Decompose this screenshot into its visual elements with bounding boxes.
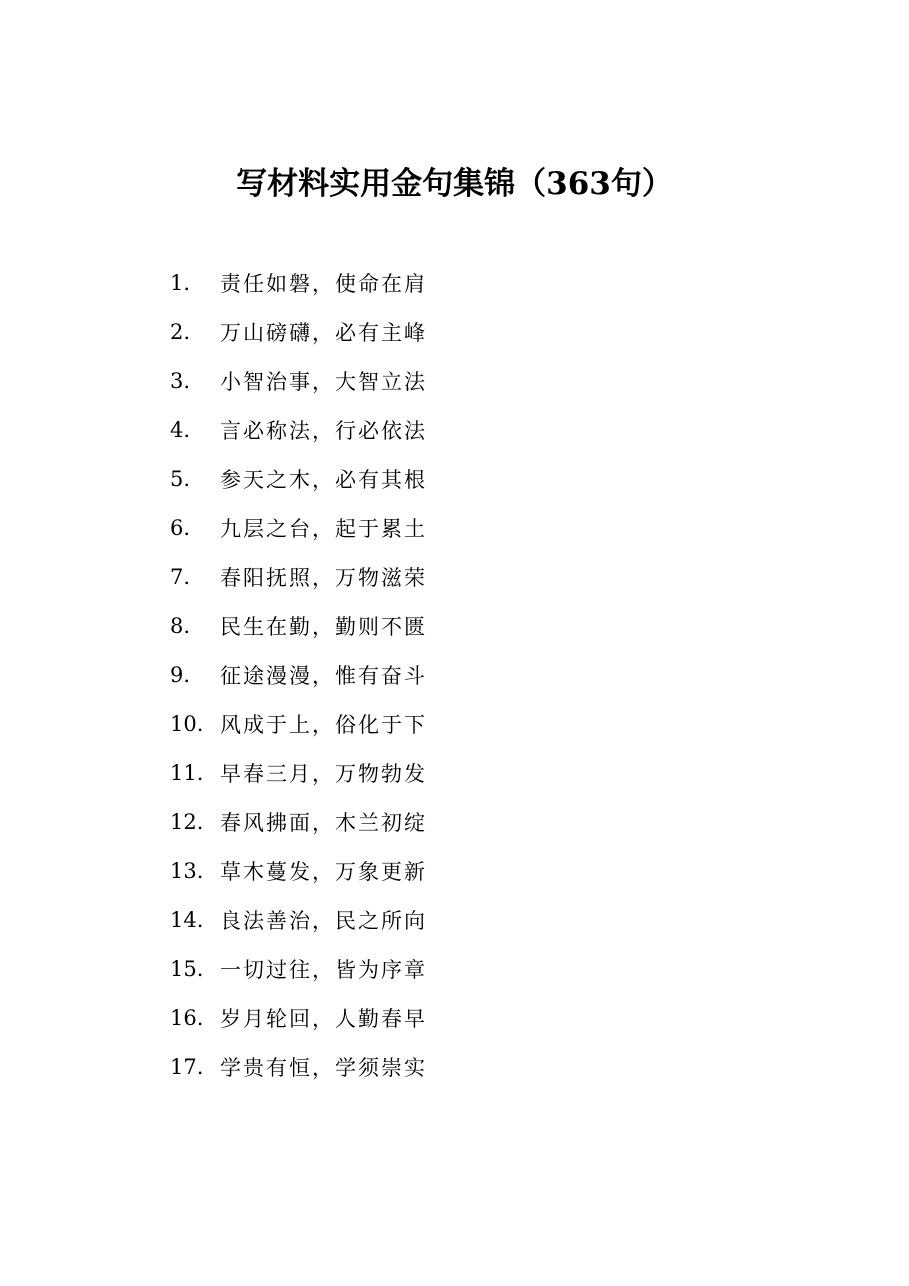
- list-item: [170, 944, 427, 993]
- list-item-number: 16.: [170, 1005, 204, 1030]
- list-item-text: 春风拂面，木兰初绽: [220, 810, 427, 835]
- list-item: [170, 307, 427, 356]
- list-item-text: 小智治事，大智立法: [220, 369, 427, 394]
- list-item-number: 10.: [170, 711, 204, 736]
- list-item-number: 7.: [170, 564, 191, 589]
- list-item: [170, 1042, 427, 1091]
- list-item: [170, 748, 427, 797]
- list-item-number: 3.: [170, 368, 191, 393]
- list-item-text: 参天之木，必有其根: [220, 467, 427, 492]
- list-item-number: 6.: [170, 515, 191, 540]
- list-item: [170, 601, 427, 650]
- list-item-text: 民生在勤，勤则不匮: [220, 614, 427, 639]
- list-item-text: 早春三月，万物勃发: [220, 761, 427, 786]
- list-item-number: 14.: [170, 907, 204, 932]
- list-item: [170, 552, 427, 601]
- list-item: [170, 356, 427, 405]
- list-item-number: 4.: [170, 417, 191, 442]
- list-item: [170, 503, 427, 552]
- list-item-text: 岁月轮回，人勤春早: [220, 1006, 427, 1031]
- list-item-text: 草木蔓发，万象更新: [220, 859, 427, 884]
- list-item: [170, 895, 427, 944]
- list-item-number: 2.: [170, 319, 191, 344]
- list-item-number: 9.: [170, 662, 191, 687]
- list-item: [170, 993, 427, 1042]
- list-item-number: 13.: [170, 858, 204, 883]
- list-item-number: 17.: [170, 1054, 204, 1079]
- list-item-text: 春阳抚照，万物滋荣: [220, 565, 427, 590]
- list-item-text: 言必称法，行必依法: [220, 418, 427, 443]
- list-item-text: 征途漫漫，惟有奋斗: [220, 663, 427, 688]
- list-item-text: 责任如磐，使命在肩: [220, 271, 427, 296]
- list-item-number: 1.: [170, 270, 191, 295]
- list-item: [170, 650, 427, 699]
- list-item-number: 8.: [170, 613, 191, 638]
- list-item-text: 万山磅礴，必有主峰: [220, 320, 427, 345]
- list-item-number: 12.: [170, 809, 204, 834]
- list-item-text: 九层之台，起于累土: [220, 516, 427, 541]
- list-item-number: 5.: [170, 466, 191, 491]
- list-item: [170, 797, 427, 846]
- list-item-text: 风成于上，俗化于下: [220, 712, 427, 737]
- list-item-number: 11.: [170, 760, 204, 785]
- quote-list: [170, 258, 427, 1091]
- list-item-text: 一切过往，皆为序章: [220, 957, 427, 982]
- list-item-number: 15.: [170, 956, 204, 981]
- list-item: [170, 846, 427, 895]
- list-item-text: 学贵有恒，学须崇实: [220, 1055, 427, 1080]
- list-item: [170, 258, 427, 307]
- list-item: [170, 699, 427, 748]
- list-item: [170, 405, 427, 454]
- document-title: 写材料实用金句集锦（363句）: [236, 166, 673, 202]
- list-item-text: 良法善治，民之所向: [220, 908, 427, 933]
- list-item: [170, 454, 427, 503]
